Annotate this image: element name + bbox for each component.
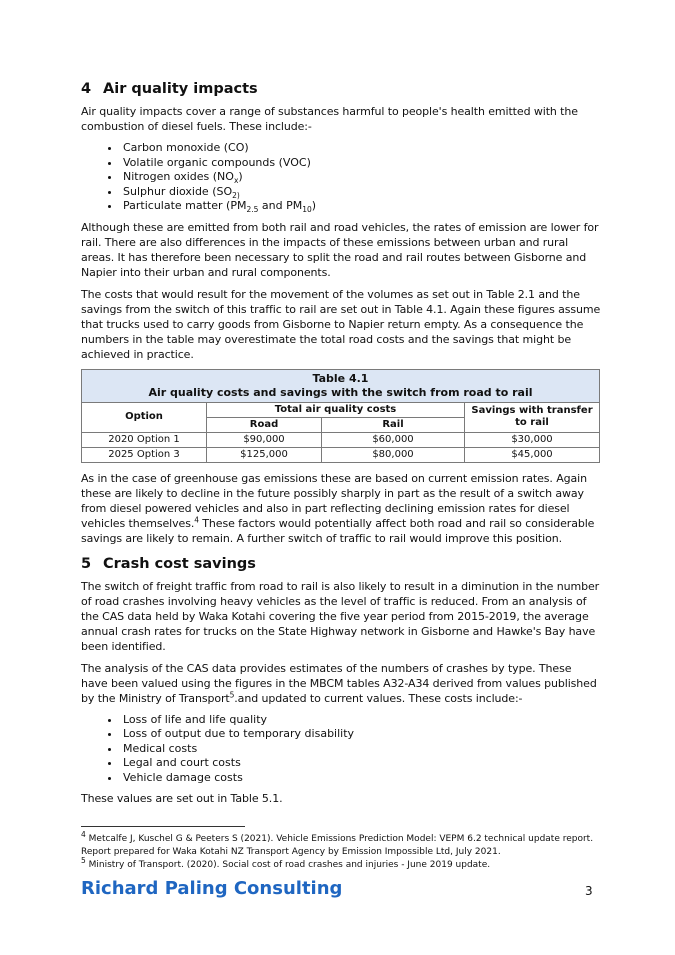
section-5-heading — [81, 555, 601, 573]
column-header: Savings with transfer to rail — [465, 402, 600, 432]
section-4-paragraph: The costs that would result for the movement of the volumes as set out in Table 2.1 and the savings from the switch of this traffic to rail are set out in Table 4.1. Again these figures assume that trucks used to carry goods from Gisborne to Napier return empty. As a consequence the numbers in the table may overestimate the total road costs and the savings that might be achieved in practice. — [81, 287, 601, 361]
air-quality-table — [81, 369, 600, 463]
section-4-heading — [81, 80, 601, 98]
pollutant-list — [81, 141, 601, 214]
document-body — [81, 80, 601, 813]
section-title: Air quality impacts — [103, 81, 258, 97]
list-item: • Particulate matter ($PM_{2.5}$ and $PM_{10}$) — [121, 199, 601, 214]
list-item: • Sulphur dioxide ($SO_{2)}$ — [121, 185, 601, 200]
section-number: 4 — [81, 81, 92, 97]
table-row: 2020 Option 1 $90,000 $60,000 $30,000 — [82, 432, 600, 447]
list-item: • Volatile organic compounds (VOC) — [121, 156, 601, 171]
footnote: $^5$ Ministry of Transport. (2020). Social cost of road crashes and injuries - June 2019 update. — [81, 856, 491, 870]
list-item: • Loss of life and life quality — [121, 713, 601, 728]
company-brand: Richard Paling Consulting — [81, 878, 343, 899]
list-item: • Nitrogen oxides $(NO_x)$ — [121, 170, 601, 185]
table-row: 2025 Option 3 $125,000 $80,000 $45,000 — [82, 447, 600, 462]
page-number: 3 — [585, 884, 593, 898]
column-header: Rail — [322, 417, 465, 432]
section-number: 5 — [81, 555, 92, 572]
list-item: • Legal and court costs — [121, 756, 601, 771]
section-4-paragraph: Although these are emitted from both rail and road vehicles, the rates of emission are lower for rail. There are also differences in the impacts of these emissions between urban and rural areas. It has therefore been necessary to split the road and rail routes between Gisborne and Napier into their urban and rural components. — [81, 220, 599, 279]
footnote-ref[interactable]: 5 — [229, 689, 235, 699]
list-item: • Carbon monoxide (CO) — [121, 141, 601, 156]
footnotes — [81, 830, 601, 872]
list-item: • Loss of output due to temporary disability — [121, 727, 601, 742]
section-title: Crash cost savings — [103, 555, 256, 572]
section-4-paragraph: As in the case of greenhouse gas emissions these are based on current emission rates. Again these are likely to decline in the future possibly sharply in part as the result of a switch away from diesel powered vehicles and also in part reflecting declining emission rates for diesel vehicles themselves.$^4$ These factors would potentially affect both road and rail so considerable savings are likely to remain. A further switch of traffic to rail would improve this position. — [81, 471, 595, 545]
section-5-closing: These values are set out in Table 5.1. — [81, 792, 283, 805]
table-caption: Table 4.1 Air quality costs and savings with the switch from road to rail — [82, 369, 600, 402]
column-header: Road — [207, 417, 322, 432]
column-header: Total air quality costs — [207, 402, 465, 417]
list-item: • Medical costs — [121, 742, 601, 757]
crash-cost-list — [81, 713, 601, 786]
section-4-intro: Air quality impacts cover a range of substances harmful to people's health emitted with the combustion of diesel fuels. These include:- — [81, 105, 578, 133]
footnote: $^4$ Metcalfe J, Kuschel G & Peeters S (2021). Vehicle Emissions Prediction Model: VEPM 6.2 technical update report. Report prepared for Waka Kotahi NZ Transport Agency by Emission Impossible Ltd, July 2021. — [81, 830, 594, 857]
section-5-paragraph: The analysis of the CAS data provides estimates of the numbers of crashes by type. These have been valued using the figures in the MBCM tables A32-A34 derived from values published by the Ministry of Transport$^5$.and updated to current values. These costs include:- — [81, 661, 597, 705]
column-header: Option — [82, 402, 207, 432]
footnote-ref[interactable]: 4 — [194, 514, 199, 524]
list-item: • Vehicle damage costs — [121, 771, 601, 786]
footnote-divider — [81, 826, 245, 827]
section-5-paragraph: The switch of freight traffic from road to rail is also likely to result in a diminution in the number of road crashes involving heavy vehicles as the level of traffic is reduced. From an analysis of the CAS data held by Waka Kotahi covering the five year period from 2015-2019, the average annual crash rates for trucks on the State Highway network in Gisborne and Hawke's Bay have been identified. — [81, 579, 600, 653]
